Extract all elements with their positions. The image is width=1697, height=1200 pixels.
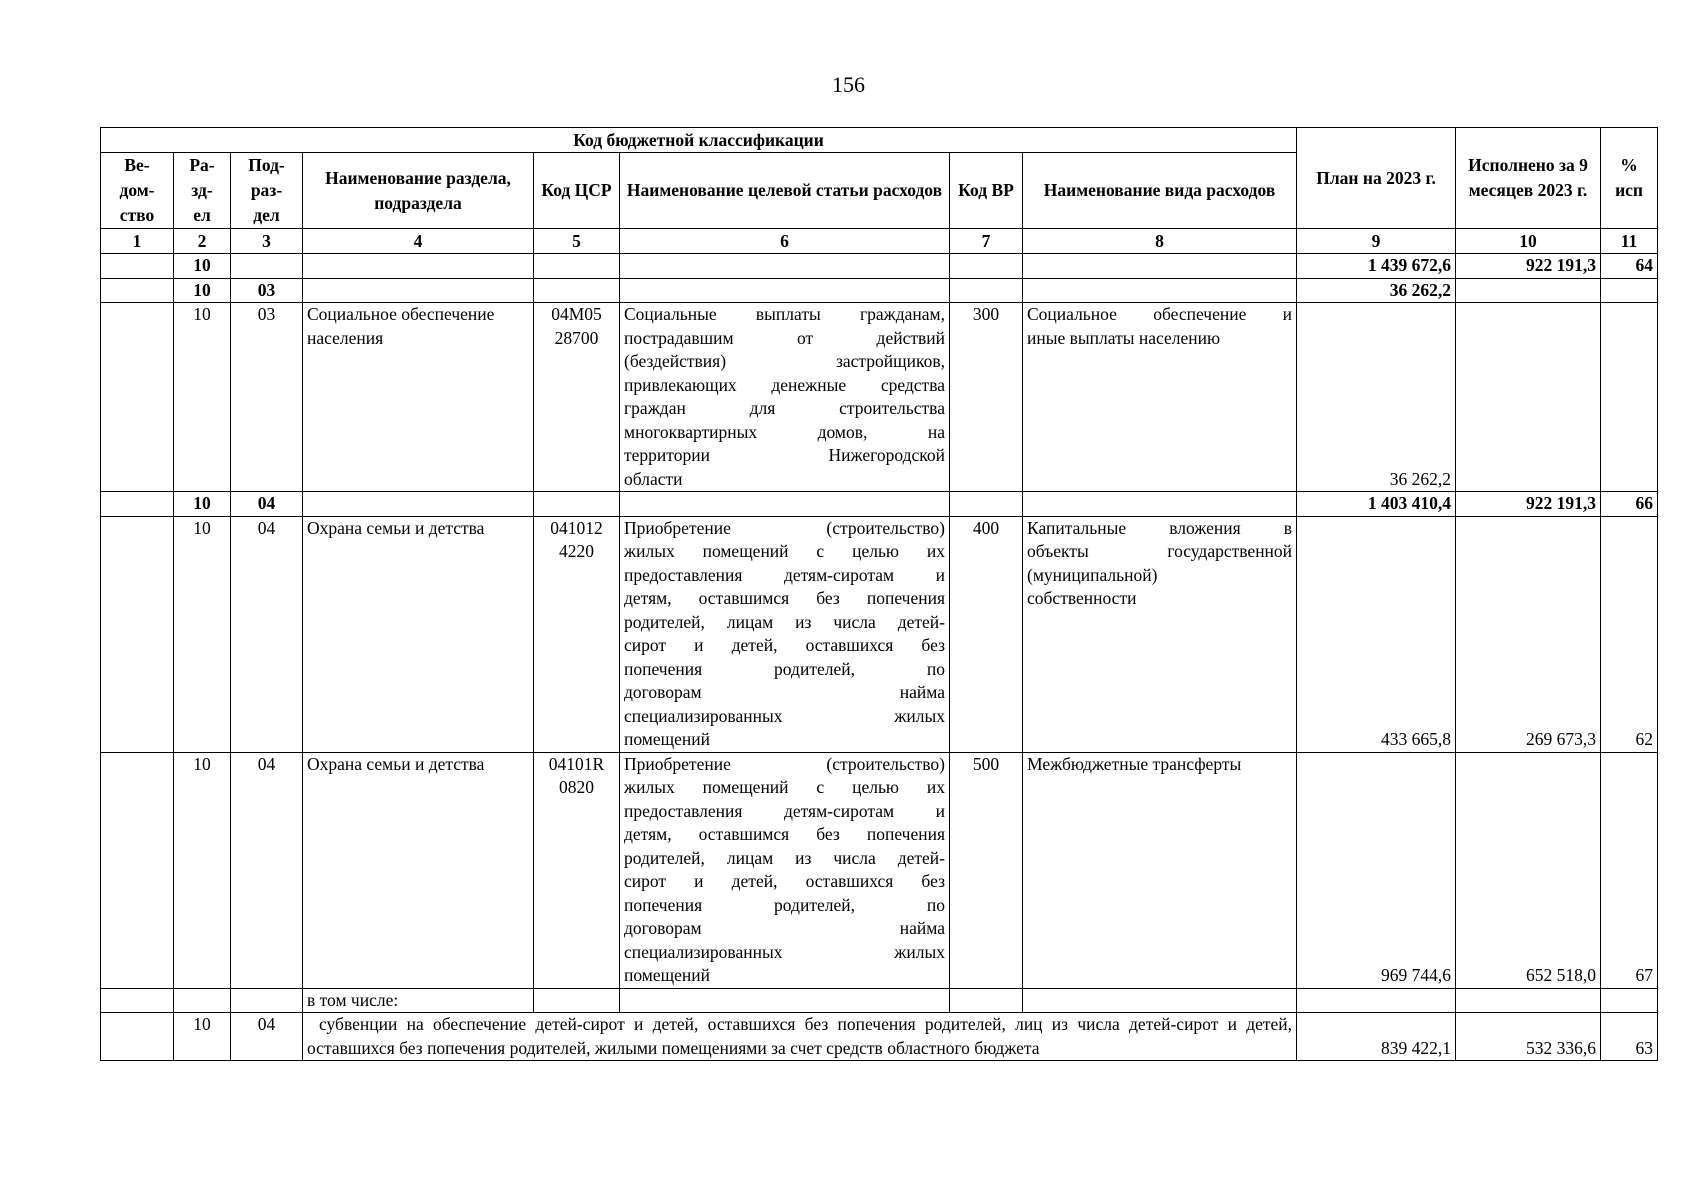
csr-code-cell: 04101R 0820 xyxy=(534,752,620,988)
column-number: 1 xyxy=(101,229,174,254)
target-item-cell: Социальные выплаты гражданам, пострадавшим от действий (бездействия) застройщиков, привлекающих денежные средства граждан для строительства многоквартирных домов, на территории Нижегородской области xyxy=(620,303,950,492)
plan-cell: 433 665,8 xyxy=(1297,516,1456,752)
expense-type-cell: Капитальные вложения в объекты государственной (муниципальной) собственности xyxy=(1023,516,1297,752)
table-row xyxy=(101,988,1658,1013)
header-percent: % исп xyxy=(1601,128,1658,229)
header-expense-type-name: Наименование вида расходов xyxy=(1023,153,1297,229)
plan-cell: 36 262,2 xyxy=(1297,303,1456,492)
executed-cell: 532 336,6 xyxy=(1456,1013,1601,1061)
table-row xyxy=(101,752,1658,988)
header-section-name: Наименование раздела, подраздела xyxy=(303,153,534,229)
executed-cell: 269 673,3 xyxy=(1456,516,1601,752)
budget-table xyxy=(100,127,1658,1061)
section-cell: 10 xyxy=(174,303,231,492)
executed-cell: 922 191,3 xyxy=(1456,492,1601,517)
plan-cell: 839 422,1 xyxy=(1297,1013,1456,1061)
column-numbers-row xyxy=(101,229,1658,254)
executed-cell: 922 191,3 xyxy=(1456,254,1601,279)
expense-type-cell: Социальное обеспечение и иные выплаты населению xyxy=(1023,303,1297,492)
percent-cell: 64 xyxy=(1601,254,1658,279)
column-number: 11 xyxy=(1601,229,1658,254)
section-cell: 10 xyxy=(174,752,231,988)
header-section: Ра- зд- ел xyxy=(174,153,231,229)
section-cell: 10 xyxy=(174,254,231,279)
executed-cell: 652 518,0 xyxy=(1456,752,1601,988)
section-name-cell: Охрана семьи и детства xyxy=(303,752,534,988)
header-executed: Исполнено за 9 месяцев 2023 г. xyxy=(1456,128,1601,229)
vr-code-cell: 500 xyxy=(950,752,1023,988)
page-number: 156 xyxy=(832,72,865,97)
header-plan: План на 2023 г. xyxy=(1297,128,1456,229)
plan-cell: 1 439 672,6 xyxy=(1297,254,1456,279)
header-department: Ве- дом- ство xyxy=(101,153,174,229)
column-number: 8 xyxy=(1023,229,1297,254)
including-label: в том числе: xyxy=(303,988,534,1013)
plan-cell: 36 262,2 xyxy=(1297,278,1456,303)
subsection-cell: 03 xyxy=(231,278,303,303)
header-group-row xyxy=(101,128,1658,153)
table-row xyxy=(101,303,1658,492)
expense-type-cell: Межбюджетные трансферты xyxy=(1023,752,1297,988)
column-number: 10 xyxy=(1456,229,1601,254)
table-row xyxy=(101,254,1658,279)
section-cell: 10 xyxy=(174,492,231,517)
subsection-cell: 04 xyxy=(231,492,303,517)
subsection-cell: 03 xyxy=(231,303,303,492)
column-number: 4 xyxy=(303,229,534,254)
target-item-cell: Приобретение (строительство) жилых помещений с целью их предоставления детям-сиротам и детям, оставшимся без попечения родителей, лицам из числа детей- сирот и детей, оставшихся без попечения родителей, по договорам найма специализированных жилых помещений xyxy=(620,752,950,988)
plan-cell: 969 744,6 xyxy=(1297,752,1456,988)
section-name-cell: Охрана семьи и детства xyxy=(303,516,534,752)
table-row xyxy=(101,1013,1658,1061)
header-vr-code: Код ВР xyxy=(950,153,1023,229)
column-number: 9 xyxy=(1297,229,1456,254)
subsection-cell: 04 xyxy=(231,752,303,988)
header-group-title: Код бюджетной классификации xyxy=(101,128,1297,153)
header-csr-code: Код ЦСР xyxy=(534,153,620,229)
csr-code-cell: 041012 4220 xyxy=(534,516,620,752)
percent-cell: 66 xyxy=(1601,492,1658,517)
subsection-cell: 04 xyxy=(231,1013,303,1061)
table-row xyxy=(101,278,1658,303)
subsection-cell: 04 xyxy=(231,516,303,752)
section-cell: 10 xyxy=(174,278,231,303)
vr-code-cell: 300 xyxy=(950,303,1023,492)
table-row xyxy=(101,492,1658,517)
column-number: 6 xyxy=(620,229,950,254)
csr-code-cell: 04М05 28700 xyxy=(534,303,620,492)
vr-code-cell: 400 xyxy=(950,516,1023,752)
column-number: 7 xyxy=(950,229,1023,254)
target-item-cell: Приобретение (строительство) жилых помещений с целью их предоставления детям-сиротам и детям, оставшимся без попечения родителей, лицам из числа детей- сирот и детей, оставшихся без попечения родителей, по договорам найма специализированных жилых помещений xyxy=(620,516,950,752)
header-target-item-name: Наименование целевой статьи расходов xyxy=(620,153,950,229)
table-row xyxy=(101,516,1658,752)
percent-cell: 63 xyxy=(1601,1013,1658,1061)
column-number: 5 xyxy=(534,229,620,254)
column-number: 3 xyxy=(231,229,303,254)
section-cell: 10 xyxy=(174,1013,231,1061)
column-number: 2 xyxy=(174,229,231,254)
section-name-cell: Социальное обеспечение населения xyxy=(303,303,534,492)
header-subsection: Под- раз- дел xyxy=(231,153,303,229)
percent-cell: 67 xyxy=(1601,752,1658,988)
plan-cell: 1 403 410,4 xyxy=(1297,492,1456,517)
subvention-description: субвенции на обеспечение детей-сирот и детей, оставшихся без попечения родителей, лиц из числа детей-сирот и детей, оставшихся без попечения родителей, жилыми помещениями за счет средств областного бюджета xyxy=(303,1013,1297,1061)
percent-cell: 62 xyxy=(1601,516,1658,752)
section-cell: 10 xyxy=(174,516,231,752)
